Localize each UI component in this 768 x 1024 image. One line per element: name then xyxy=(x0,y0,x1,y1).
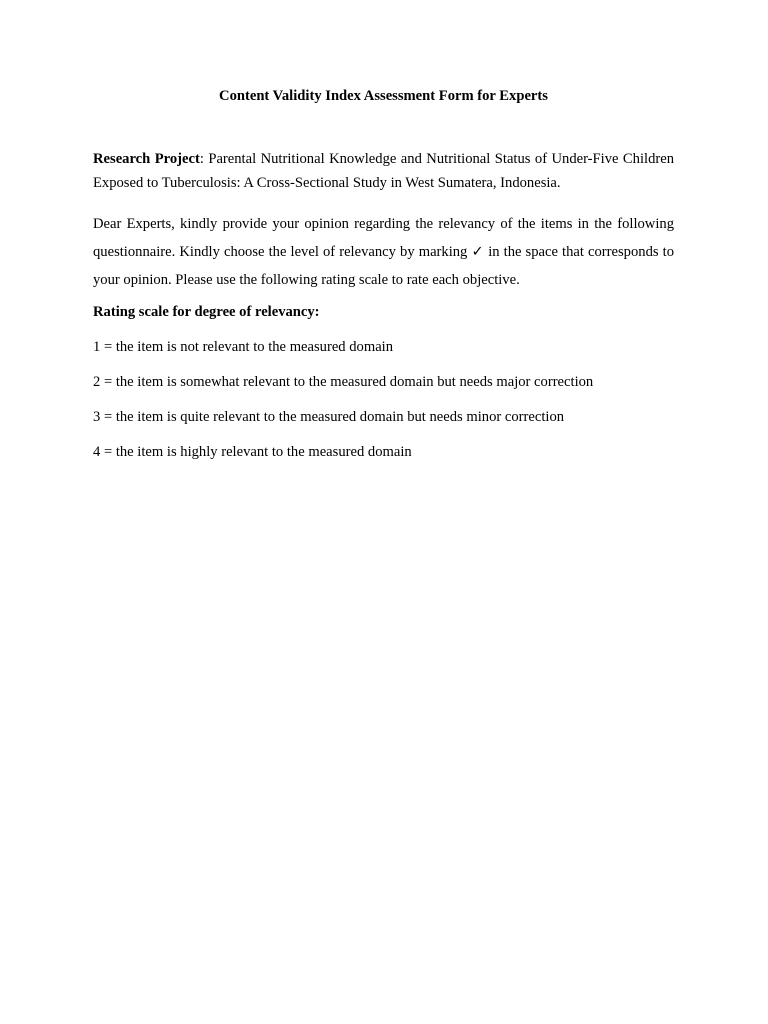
rating-scale-heading: Rating scale for degree of relevancy: xyxy=(93,304,320,320)
research-project-text: Parental Nutritional Knowledge and Nutritional Status of Under-Five Children Exposed to Tuberculosis: A Cross-Sectional Study in West Sumatera, Indonesia. xyxy=(93,151,675,191)
rating-scale-item-4: 4 = the item is highly relevant to the measured domain xyxy=(93,444,412,460)
research-project-paragraph xyxy=(93,147,674,195)
rating-scale-item-2: 2 = the item is somewhat relevant to the measured domain but needs major correction xyxy=(93,374,594,390)
document-title: Content Validity Index Assessment Form for Experts xyxy=(219,88,548,104)
research-project-separator: : xyxy=(199,151,204,167)
intro-paragraph: Dear Experts, kindly provide your opinion regarding the relevancy of the items in the following questionnaire. Kindly choose the level of relevancy by marking ✓ in the space that corresponds to your opinion. Please use the following rating scale to rate each objective. xyxy=(93,216,674,288)
document-page xyxy=(93,86,674,464)
research-project-label: Research Project xyxy=(93,151,200,167)
rating-scale-item-3: 3 = the item is quite relevant to the measured domain but needs minor correction xyxy=(93,409,565,425)
rating-scale-item-1: 1 = the item is not relevant to the measured domain xyxy=(93,339,394,355)
